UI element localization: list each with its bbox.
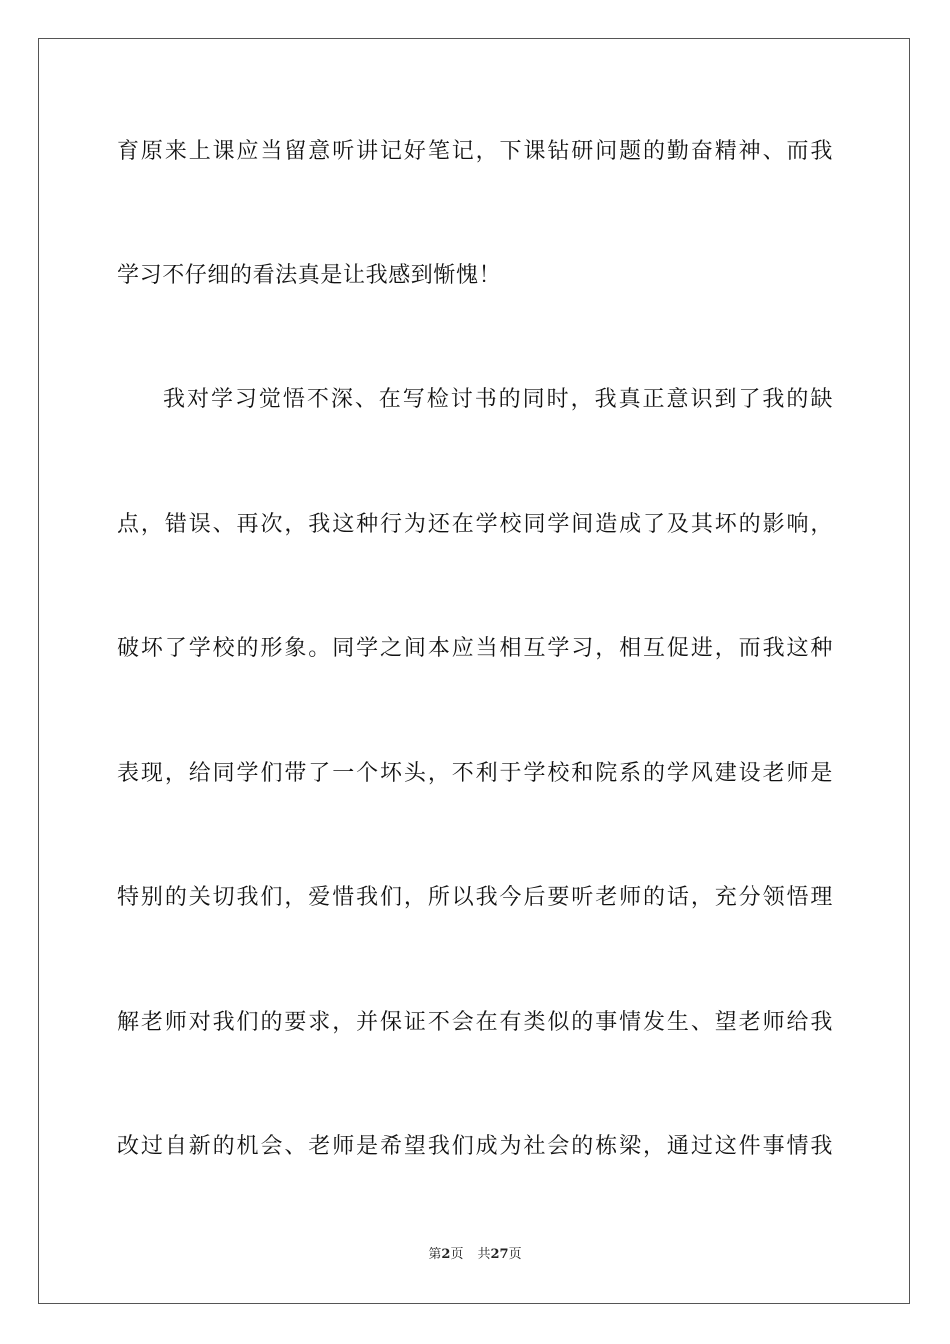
body-line-4: 点，错误、再次，我这种行为还在学校同学间造成了及其坏的影响， <box>117 512 833 537</box>
page-suffix: 页 <box>450 1247 464 1262</box>
body-line-3: 我对学习觉悟不深、在写检讨书的同时，我真正意识到了我的缺 <box>163 387 833 412</box>
total-suffix: 页 <box>508 1247 522 1262</box>
body-line-6: 表现，给同学们带了一个坏头，不利于学校和院系的学风建设老师是 <box>117 761 833 786</box>
total-pages: 27 <box>490 1247 509 1262</box>
page-frame <box>38 38 910 1304</box>
page-prefix: 第 <box>428 1247 442 1262</box>
body-line-7: 特别的关切我们，爱惜我们，所以我今后要听老师的话，充分领悟理 <box>117 885 833 910</box>
page-footer <box>0 1247 950 1263</box>
body-line-5: 破坏了学校的形象。同学之间本应当相互学习，相互促进，而我这种 <box>117 636 833 661</box>
page-number: 2 <box>441 1247 451 1262</box>
total-prefix: 共 <box>477 1247 491 1262</box>
body-line-8: 解老师对我们的要求，并保证不会在有类似的事情发生、望老师给我 <box>117 1010 833 1035</box>
body-line-1: 育原来上课应当留意听讲记好笔记，下课钻研问题的勤奋精神、而我 <box>117 139 833 164</box>
body-line-9: 改过自新的机会、老师是希望我们成为社会的栋梁，通过这件事情我 <box>117 1134 833 1159</box>
body-line-2: 学习不仔细的看法真是让我感到惭愧！ <box>117 263 502 288</box>
